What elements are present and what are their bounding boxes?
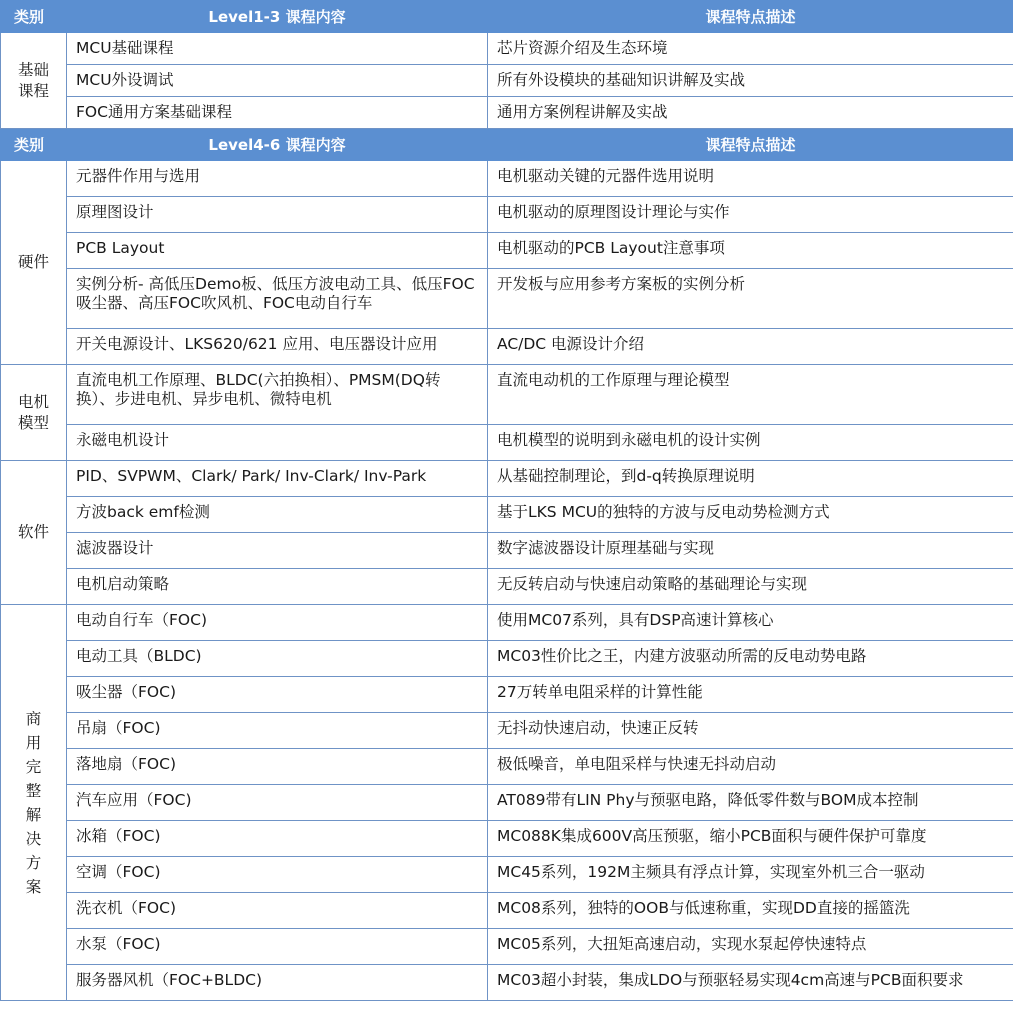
table-row	[1, 365, 1013, 425]
table-row	[1, 569, 1013, 605]
content-cell: 水泵（FOC)	[67, 929, 488, 965]
table-row	[1, 893, 1013, 929]
desc-cell: 直流电动机的工作原理与理论模型	[488, 365, 1013, 425]
header-row-level46	[1, 129, 1013, 161]
table-row	[1, 929, 1013, 965]
table-row	[1, 461, 1013, 497]
desc-cell: AT089带有LIN Phy与预驱电路，降低零件数与BOM成本控制	[488, 785, 1013, 821]
content-cell: 电动工具（BLDC)	[67, 641, 488, 677]
table-row	[1, 713, 1013, 749]
table-row	[1, 677, 1013, 713]
desc-cell: 极低噪音，单电阻采样与快速无抖动启动	[488, 749, 1013, 785]
table-row	[1, 785, 1013, 821]
table-row	[1, 65, 1013, 97]
category-label: 商用完整解决方案	[25, 709, 42, 896]
desc-cell: AC/DC 电源设计介绍	[488, 329, 1013, 365]
category-label: 电机模型	[17, 392, 49, 432]
table-row	[1, 821, 1013, 857]
table-row	[1, 329, 1013, 365]
header-category: 类别	[1, 129, 67, 161]
content-cell: 实例分析- 高低压Demo板、低压方波电动工具、低压FOC吸尘器、高压FOC吹风机、FOC电动自行车	[67, 269, 488, 329]
category-label: 基础课程	[17, 60, 49, 100]
desc-cell: MC088K集成600V高压预驱，缩小PCB面积与硬件保护可靠度	[488, 821, 1013, 857]
desc-cell: 电机驱动的PCB Layout注意事项	[488, 233, 1013, 269]
desc-cell: 电机模型的说明到永磁电机的设计实例	[488, 425, 1013, 461]
table-row	[1, 233, 1013, 269]
category-cell	[1, 33, 67, 129]
desc-cell: MC45系列，192M主频具有浮点计算，实现室外机三合一驱动	[488, 857, 1013, 893]
content-cell: 落地扇（FOC)	[67, 749, 488, 785]
table-row	[1, 269, 1013, 329]
content-cell: 电动自行车（FOC)	[67, 605, 488, 641]
table-row	[1, 33, 1013, 65]
content-cell: FOC通用方案基础课程	[67, 97, 488, 129]
desc-cell: 从基础控制理论，到d-q转换原理说明	[488, 461, 1013, 497]
desc-cell: 无抖动快速启动，快速正反转	[488, 713, 1013, 749]
content-cell: 服务器风机（FOC+BLDC)	[67, 965, 488, 1001]
content-cell: 滤波器设计	[67, 533, 488, 569]
content-cell: 吸尘器（FOC)	[67, 677, 488, 713]
table-row	[1, 749, 1013, 785]
desc-cell: MC08系列，独特的OOB与低速称重，实现DD直接的摇篮洗	[488, 893, 1013, 929]
category-cell	[1, 605, 67, 1001]
header-desc: 课程特点描述	[488, 129, 1013, 161]
header-content: Level4-6 课程内容	[67, 129, 488, 161]
desc-cell: 基于LKS MCU的独特的方波与反电动势检测方式	[488, 497, 1013, 533]
table-row	[1, 497, 1013, 533]
header-content: Level1-3 课程内容	[67, 1, 488, 33]
desc-cell: 芯片资源介绍及生态环境	[488, 33, 1013, 65]
desc-cell: 通用方案例程讲解及实战	[488, 97, 1013, 129]
category-label: 软件	[17, 523, 49, 541]
category-cell	[1, 365, 67, 461]
content-cell: 吊扇（FOC)	[67, 713, 488, 749]
table-row	[1, 857, 1013, 893]
desc-cell: 使用MC07系列，具有DSP高速计算核心	[488, 605, 1013, 641]
category-cell	[1, 161, 67, 365]
content-cell: 空调（FOC)	[67, 857, 488, 893]
content-cell: 永磁电机设计	[67, 425, 488, 461]
content-cell: 方波back emf检测	[67, 497, 488, 533]
desc-cell: 开发板与应用参考方案板的实例分析	[488, 269, 1013, 329]
desc-cell: 27万转单电阻采样的计算性能	[488, 677, 1013, 713]
desc-cell: MC03性价比之王，内建方波驱动所需的反电动势电路	[488, 641, 1013, 677]
content-cell: 开关电源设计、LKS620/621 应用、电压器设计应用	[67, 329, 488, 365]
table-row	[1, 965, 1013, 1001]
desc-cell: 无反转启动与快速启动策略的基础理论与实现	[488, 569, 1013, 605]
content-cell: PCB Layout	[67, 233, 488, 269]
content-cell: PID、SVPWM、Clark/ Park/ Inv-Clark/ Inv-Park	[67, 461, 488, 497]
content-cell: 元器件作用与选用	[67, 161, 488, 197]
category-cell	[1, 461, 67, 605]
table-row	[1, 97, 1013, 129]
table-row	[1, 161, 1013, 197]
table-row	[1, 197, 1013, 233]
content-cell: 电机启动策略	[67, 569, 488, 605]
desc-cell: 电机驱动关键的元器件选用说明	[488, 161, 1013, 197]
category-label: 硬件	[17, 253, 49, 271]
content-cell: MCU外设调试	[67, 65, 488, 97]
table-row	[1, 605, 1013, 641]
content-cell: 直流电机工作原理、BLDC(六拍换相）、PMSM(DQ转换）、步进电机、异步电机、微特电机	[67, 365, 488, 425]
desc-cell: MC05系列，大扭矩高速启动，实现水泵起停快速特点	[488, 929, 1013, 965]
table-row	[1, 533, 1013, 569]
header-desc: 课程特点描述	[488, 1, 1013, 33]
header-row-level13	[1, 1, 1013, 33]
table-row	[1, 641, 1013, 677]
content-cell: 冰箱（FOC)	[67, 821, 488, 857]
content-cell: 原理图设计	[67, 197, 488, 233]
desc-cell: 所有外设模块的基础知识讲解及实战	[488, 65, 1013, 97]
content-cell: 洗衣机（FOC)	[67, 893, 488, 929]
content-cell: MCU基础课程	[67, 33, 488, 65]
content-cell: 汽车应用（FOC)	[67, 785, 488, 821]
header-category: 类别	[1, 1, 67, 33]
table-row	[1, 425, 1013, 461]
desc-cell: MC03超小封装，集成LDO与预驱轻易实现4cm高速与PCB面积要求	[488, 965, 1013, 1001]
desc-cell: 电机驱动的原理图设计理论与实作	[488, 197, 1013, 233]
desc-cell: 数字滤波器设计原理基础与实现	[488, 533, 1013, 569]
